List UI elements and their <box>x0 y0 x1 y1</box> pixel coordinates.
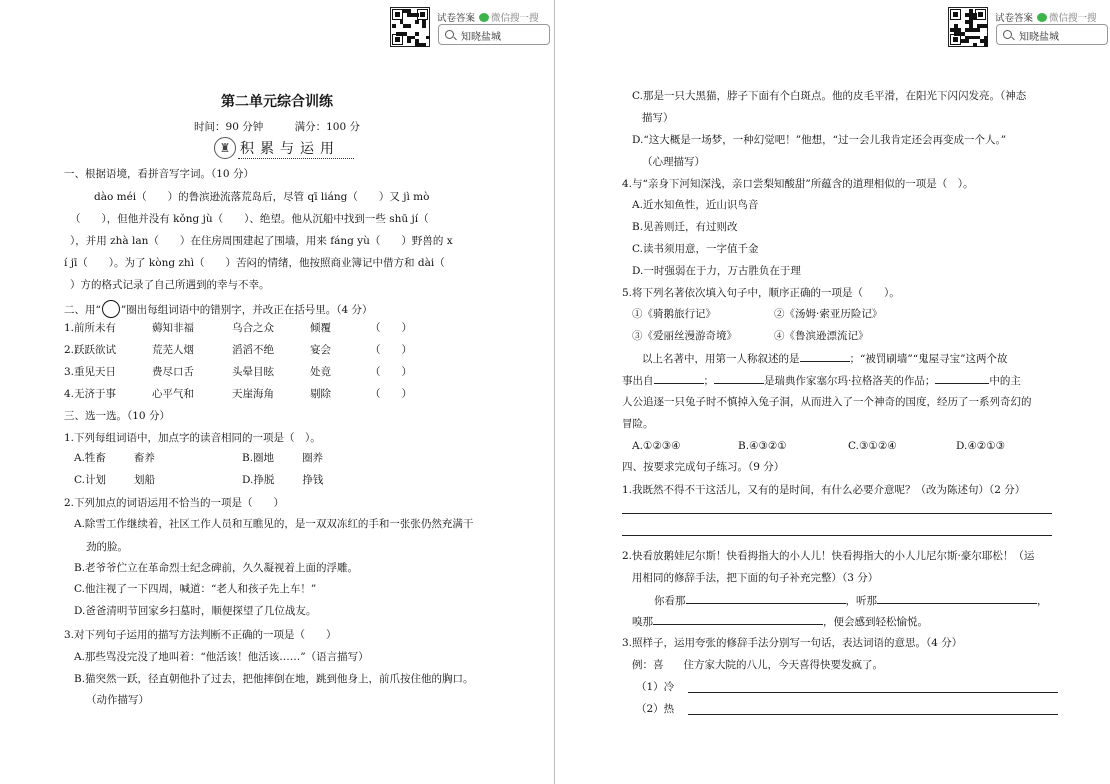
q3-s2-opt: B.老爷爷伫立在革命烈士纪念碑前，久久凝视着上面的浮雕。 <box>74 562 359 574</box>
q3-s3-opt: （心理描写） <box>642 156 705 168</box>
exam-title: 第二单元综合训练 <box>221 94 333 110</box>
q3-s2-opt: 劲的脸。 <box>86 541 128 553</box>
q5-opt: B.④③②① <box>738 440 787 452</box>
opt-d2: 挣钱 <box>302 474 324 486</box>
circle-icon <box>102 300 120 318</box>
q5-book: ④《鲁滨逊漂流记》 <box>774 330 869 342</box>
q3-s2-opt: A.除雪工作继续着，社区工作人员和互瞧见的，是一双双冻红的手和一张张仍然充满干 <box>74 518 474 530</box>
example-text: 住方家大院的八儿，今天喜得快要发疯了。 <box>683 659 883 671</box>
left-page <box>0 0 554 784</box>
q2-word-3: 乌合之众 <box>232 322 274 334</box>
banner-underline <box>238 158 354 159</box>
q3-s1-opt <box>74 474 155 487</box>
banner-text: 积累与运用 <box>240 141 340 157</box>
q2-word-4: 倾覆 <box>310 322 331 334</box>
q5-book: ②《汤姆·索亚历险记》 <box>774 308 883 320</box>
q5-book: ①《骑鹅旅行记》 <box>632 308 716 320</box>
answer-blank[interactable] <box>714 374 764 384</box>
search-icon <box>445 30 454 39</box>
q4-opt: B.见善则迁，有过则改 <box>632 221 738 233</box>
q5-opt: A.①②③④ <box>632 440 681 452</box>
q5-book: ③《爱丽丝漫游奇境》 <box>632 330 737 342</box>
wechat-icon <box>1037 13 1047 22</box>
wechat-label: 微信搜一搜 <box>1049 13 1097 24</box>
q2-word-4: 处竟 <box>310 366 331 378</box>
q3-s3-opt: A.那些骂没完没了地叫着：“他活该！他活该……”（语言描写） <box>74 651 369 663</box>
fill-text: ， <box>1037 595 1048 607</box>
q2-word-2: 心平气和 <box>152 388 194 400</box>
wechat-icon <box>479 13 489 22</box>
q1-line: í jī（ ）。为了 kòng zhì（ ）苦闷的情绪，他按照商业簿记中借方和 dài（ <box>64 257 445 269</box>
item-label: （1）冷 <box>636 681 675 693</box>
q5-para: 冒险。 <box>622 418 654 430</box>
q4-opt: C.读书须用意，一字值千金 <box>632 243 759 255</box>
answer-blank[interactable] <box>935 374 989 384</box>
opt-c2: 划船 <box>134 474 155 486</box>
q3-s3-opt: C.那是一只大黑猫，脖子下面有个白斑点。他的皮毛平滑，在阳光下闪闪发亮。（神态 <box>632 90 1027 102</box>
q5-opt: C.③①②④ <box>848 440 897 452</box>
q3-s1: 1.下列每组词语中，加点字的读音相同的一项是（ ）。 <box>64 432 321 444</box>
page-divider <box>554 0 555 784</box>
s4-q3: 3.照样子，运用夸张的修辞手法分别写一句话，表达词语的意思。（4 分） <box>622 637 963 649</box>
q2-word-4: 剔除 <box>310 388 331 400</box>
q1-line: ）方的格式记录了自己所遇到的幸与不幸。 <box>70 279 270 291</box>
para-text: 事出自 <box>622 375 654 387</box>
q5-para <box>622 374 1021 388</box>
q1-line: dào méi（ ）的鲁滨逊流落荒岛后，尽管 qī liáng（ ）又 jì mò <box>94 191 430 203</box>
q5-para <box>642 352 1007 366</box>
q4-opt: D.一时强弱在于力，万古胜负在于理 <box>632 265 801 277</box>
answer-blank[interactable] <box>653 615 823 625</box>
q2-word-2: 费尽口舌 <box>152 366 194 378</box>
trophy-icon: ♜ <box>214 137 236 159</box>
q2-word-1: 4.无济于事 <box>64 388 117 400</box>
q2-answer-paren[interactable]: （ ） <box>370 344 412 356</box>
q1-line: ），并用 zhà lan（ ）在住房周围建起了围墙，用来 fáng yù（ ）野兽的 x <box>70 235 453 247</box>
q2-word-2: 薅知非福 <box>152 322 194 334</box>
q3-s3-opt: 描写） <box>642 112 674 124</box>
brand-line <box>437 10 539 24</box>
fill-text: ，便会感到轻松愉悦。 <box>823 616 928 628</box>
answer-blank[interactable] <box>686 594 846 604</box>
s4-q2-fill <box>632 615 928 629</box>
s4-q2: 用相同的修辞手法，把下面的句子补充完整）（3 分） <box>632 572 879 584</box>
q2-word-3: 滔滔不绝 <box>232 344 274 356</box>
item-label: （2）热 <box>636 703 675 715</box>
example-label: 例：喜 <box>632 659 664 671</box>
answer-line[interactable] <box>622 535 1052 536</box>
para-text: 中的主 <box>989 375 1021 387</box>
q2-answer-paren[interactable]: （ ） <box>370 322 412 334</box>
q2-heading-pre: 二、用“ <box>64 304 101 316</box>
q3-s3-opt: （动作描写） <box>86 694 149 706</box>
search-box[interactable] <box>438 24 550 45</box>
opt-b: B.圈地 <box>242 452 275 464</box>
answer-blank[interactable] <box>877 594 1037 604</box>
wechat-label: 微信搜一搜 <box>491 13 539 24</box>
q2-word-2: 荒芜人烟 <box>152 344 194 356</box>
exam-score: 满分：100 分 <box>294 121 360 133</box>
para-text: ；“被罚刷墙”“鬼屋寻宝”这两个故 <box>849 353 1008 365</box>
qr-code-icon <box>390 7 430 47</box>
q3-s1-opt <box>242 474 323 487</box>
fill-text: 嗅那 <box>632 616 653 628</box>
fill-text: ，听那 <box>845 595 877 607</box>
q3-s3-opt: B.猫突然一跃，径直朝他扑了过去，把他摔倒在地，跳到他身上，前爪按住他的胸口。 <box>74 673 474 685</box>
exam-meta <box>0 119 554 134</box>
opt-a2: 畜养 <box>133 452 155 464</box>
s4-heading: 四、按要求完成句子练习。（9 分） <box>622 461 785 473</box>
answer-line[interactable] <box>688 714 1058 715</box>
brand-line <box>995 10 1097 24</box>
q3-heading: 三、选一选。（10 分） <box>64 410 170 422</box>
q2-word-3: 天崖海角 <box>232 388 274 400</box>
search-icon <box>1003 30 1012 39</box>
q5-opt: D.④②①③ <box>956 440 1006 452</box>
right-page <box>556 0 1110 784</box>
qr-code-icon <box>948 7 988 47</box>
q3-s2: 2.下列加点的词语运用不恰当的一项是（ ） <box>64 497 285 509</box>
para-text: 是瑞典作家塞尔玛·拉格洛芙的作品； <box>764 375 936 387</box>
search-text: 知晓盐城 <box>1019 32 1059 43</box>
q2-word-4: 宴会 <box>310 344 331 356</box>
answer-line[interactable] <box>688 692 1058 693</box>
example <box>632 659 883 672</box>
opt-d: D.挣脱 <box>242 474 275 486</box>
q2-word-1: 3.重见天日 <box>64 366 117 378</box>
para-text: 以上名著中，用第一人称叙述的是 <box>642 353 800 365</box>
q2-word-3: 头晕目眩 <box>232 366 274 378</box>
q4-stem: 4.与“亲身下河知深浅，亲口尝梨知酸甜”所蕴含的道理相似的一项是（ ）。 <box>622 178 974 190</box>
q1-line: （ ），但他并没有 kǒng jù（ ）、绝望。他从沉船中找到一些 shū jí（ <box>70 213 429 225</box>
answer-line[interactable] <box>622 513 1052 514</box>
opt-c: C.计划 <box>74 474 106 486</box>
section-banner <box>214 136 354 160</box>
q3-s2-opt: C.他注视了一下四周，喊道：“老人和孩子先上车！” <box>74 583 317 595</box>
s4-q1: 1.我既然不得不干这活儿，又有的是时间，有什么必要介意呢？（改为陈述句）（2 分） <box>622 484 1026 496</box>
q5-stem: 5.将下列名著依次填入句子中，顺序正确的一项是（ ）。 <box>622 287 900 299</box>
q2-answer-paren[interactable]: （ ） <box>370 388 412 400</box>
q3-s3: 3.对下列句子运用的描写方法判断不正确的一项是（ ） <box>64 629 337 641</box>
q1-heading: 一、根据语境，看拼音写字词。（10 分） <box>64 168 254 180</box>
q2-word-1: 2.跃跃欲试 <box>64 344 117 356</box>
search-text: 知晓盐城 <box>461 32 501 43</box>
opt-a: A.牲畜 <box>74 452 106 464</box>
q3-s1-opt <box>242 452 323 465</box>
brand-label: 试卷答案 <box>995 13 1034 24</box>
q5-para: 人公追逐一只兔子时不慎掉入兔子洞，从而进入了一个神奇的国度，经历了一系列奇幻的 <box>622 396 1032 408</box>
q2-answer-paren[interactable]: （ ） <box>370 366 412 378</box>
brand-label: 试卷答案 <box>437 13 476 24</box>
answer-blank[interactable] <box>654 374 704 384</box>
opt-b2: 圈养 <box>302 452 324 464</box>
q2-heading-post: ”圈出每组词语中的错别字，并改正在括号里。（4 分） <box>120 304 373 316</box>
search-box[interactable] <box>996 24 1108 45</box>
q4-opt: A.近水知鱼性，近山识鸟音 <box>632 199 759 211</box>
answer-blank[interactable] <box>800 352 850 362</box>
para-text: ； <box>703 375 714 387</box>
exam-time: 时间：90 分钟 <box>194 121 264 133</box>
s4-q2: 2.快看放鹅娃尼尔斯！快看拇指大的小人儿！快看拇指大的小人儿尼尔斯·豪尔耶松！（运 <box>622 550 1035 562</box>
q2-word-1: 1.前所未有 <box>64 322 117 334</box>
q3-s1-opt <box>74 452 155 465</box>
q3-s2-opt: D.爸爸清明节回家乡扫墓时，顺便探望了几位战友。 <box>74 605 317 617</box>
q2-heading <box>64 300 373 318</box>
fill-text: 你看那 <box>654 595 686 607</box>
q3-s3-opt: D.“这大概是一场梦，一种幻觉吧！”他想，“过一会儿我肯定还会再变成一个人。” <box>632 134 1007 146</box>
s4-q2-fill <box>654 594 1048 608</box>
